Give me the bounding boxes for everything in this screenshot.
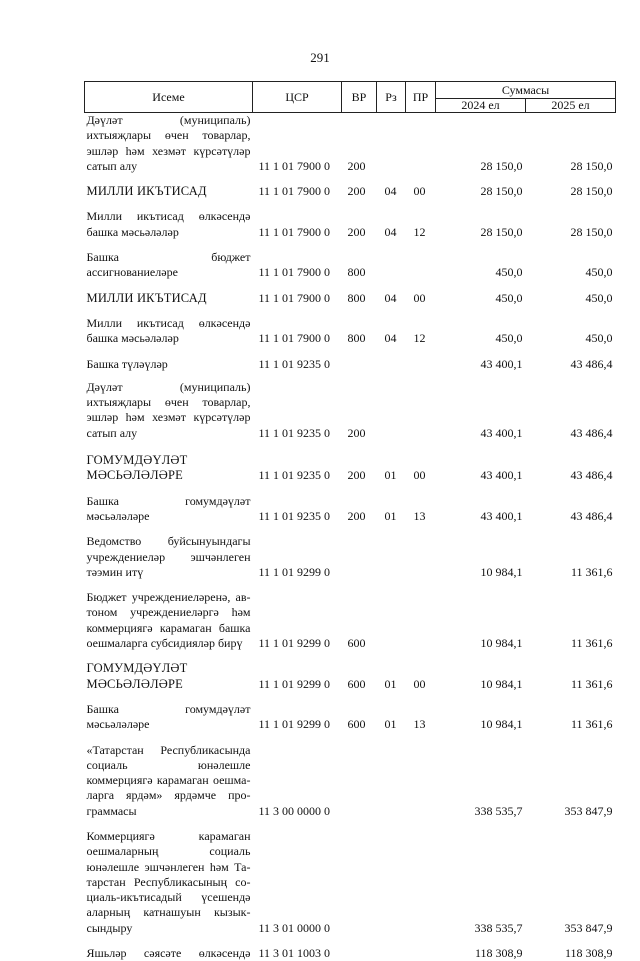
table-row: [85, 357, 616, 372]
row-name-line: тәэмин итү: [87, 565, 251, 580]
row-name-line: коммерциягә карамаган оешма-: [87, 773, 251, 788]
col-header-2024: 2024 ел: [436, 99, 526, 113]
row-name-line: Яшьләр сәясәте өлкәсендә: [87, 946, 251, 961]
row-spacer: [85, 174, 616, 184]
row-vr: 600: [342, 702, 377, 733]
row-name-line: ихтыяҗлары өчен товарлар,: [87, 128, 251, 143]
row-pr: 13: [406, 494, 436, 525]
row-spacer: [85, 651, 616, 661]
table-row: [85, 534, 616, 580]
table-row: [85, 113, 616, 175]
row-spacer: [85, 692, 616, 702]
row-rz: 01: [377, 661, 406, 692]
row-name-line: Коммерциягә карамаган: [87, 829, 251, 844]
row-pr: [406, 829, 436, 936]
col-header-csr: ЦСР: [253, 82, 342, 113]
row-name-line: тарстан Республикасының со-: [87, 875, 251, 890]
row-name-line: коммерциягә карамаган башка: [87, 621, 251, 636]
row-csr: 11 3 00 0000 0: [253, 743, 342, 819]
row-name-line: мәсьәләләре: [87, 717, 251, 732]
row-amount-2024: 10 984,1: [436, 534, 526, 580]
row-rz: 04: [377, 184, 406, 199]
row-csr: 11 3 01 0000 0: [253, 829, 342, 936]
row-name-line: сатып алу: [87, 159, 251, 174]
table-row: [85, 453, 616, 484]
row-vr: 800: [342, 291, 377, 306]
row-name-line: Бюджет учреждениеләренә, ав-: [87, 590, 251, 605]
table-row: [85, 702, 616, 733]
row-amount-2024: 43 400,1: [436, 494, 526, 525]
row-amount-2025: 43 486,4: [526, 380, 616, 441]
row-name-line: социаль юнәлешле: [87, 758, 251, 773]
row-name-line: «Татарстан Республикасында: [87, 743, 251, 758]
row-name-line: сындыру: [87, 921, 251, 936]
row-name-line: аларның катнашуын кызык-: [87, 905, 251, 920]
col-header-vr: ВР: [342, 82, 377, 113]
col-header-sums: Суммасы: [436, 82, 616, 99]
row-amount-2024: 28 150,0: [436, 113, 526, 175]
row-rz: 01: [377, 702, 406, 733]
row-amount-2024: 28 150,0: [436, 209, 526, 240]
row-spacer-cell: [85, 733, 616, 743]
row-name-line: МӘСЬӘЛӘЛӘРЕ: [87, 677, 251, 692]
row-amount-2024: 28 150,0: [436, 184, 526, 199]
row-csr: 11 1 01 9299 0: [253, 702, 342, 733]
row-pr: 12: [406, 316, 436, 347]
row-name-line: МӘСЬӘЛӘЛӘРЕ: [87, 468, 251, 483]
row-csr: 11 1 01 7900 0: [253, 113, 342, 175]
row-rz: [377, 590, 406, 651]
row-rz: [377, 380, 406, 441]
row-csr: 11 1 01 7900 0: [253, 316, 342, 347]
row-name: [85, 291, 253, 306]
row-amount-2024: 43 400,1: [436, 380, 526, 441]
row-rz: [377, 829, 406, 936]
row-vr: 200: [342, 184, 377, 199]
row-amount-2024: 43 400,1: [436, 453, 526, 484]
row-name-line: эшләр һәм хезмәт күрсәтүләр: [87, 144, 251, 159]
row-rz: 04: [377, 291, 406, 306]
row-name: [85, 316, 253, 347]
row-amount-2025: 43 486,4: [526, 357, 616, 372]
row-csr: 11 1 01 9235 0: [253, 357, 342, 372]
row-name-line: башка мәсьәләләр: [87, 331, 251, 346]
row-name-line: ГОМУМДӘҮЛӘТ: [87, 453, 251, 468]
col-header-2025: 2025 ел: [526, 99, 616, 113]
row-csr: 11 1 01 9235 0: [253, 453, 342, 484]
row-csr: 11 1 01 9299 0: [253, 590, 342, 651]
row-spacer-cell: [85, 936, 616, 946]
row-csr: 11 1 01 7900 0: [253, 250, 342, 281]
row-csr: 11 1 01 9235 0: [253, 494, 342, 525]
page-number: 291: [0, 50, 640, 66]
row-name: [85, 829, 253, 936]
row-spacer-cell: [85, 524, 616, 534]
row-vr: [342, 829, 377, 936]
row-rz: 01: [377, 494, 406, 525]
row-vr: 200: [342, 209, 377, 240]
row-rz: [377, 250, 406, 281]
table-row: [85, 380, 616, 441]
row-amount-2025: 450,0: [526, 291, 616, 306]
row-name-line: оешмаларга субсидияләр бирү: [87, 636, 251, 651]
row-spacer: [85, 306, 616, 316]
row-pr: [406, 590, 436, 651]
row-pr: 00: [406, 661, 436, 692]
row-name-line: ассигнованиеләре: [87, 265, 251, 280]
row-vr: 200: [342, 494, 377, 525]
row-name: [85, 357, 253, 372]
row-csr: 11 1 01 9299 0: [253, 661, 342, 692]
row-spacer: [85, 580, 616, 590]
row-csr: 11 1 01 7900 0: [253, 184, 342, 199]
row-spacer: [85, 441, 616, 453]
row-spacer-cell: [85, 199, 616, 209]
row-name-line: мәсьәләләре: [87, 509, 251, 524]
row-name: [85, 184, 253, 199]
row-amount-2025: 450,0: [526, 250, 616, 281]
row-rz: [377, 743, 406, 819]
row-amount-2025: 11 361,6: [526, 590, 616, 651]
row-spacer: [85, 484, 616, 494]
row-name-line: эшләр һәм хезмәт күрсәтүләр: [87, 410, 251, 425]
row-amount-2025: 353 847,9: [526, 743, 616, 819]
row-vr: 600: [342, 661, 377, 692]
row-name: [85, 743, 253, 819]
row-amount-2024: 43 400,1: [436, 357, 526, 372]
table-row: [85, 946, 616, 961]
row-name: [85, 209, 253, 240]
table-body: [85, 113, 616, 961]
row-csr: 11 3 01 1003 0: [253, 946, 342, 961]
row-rz: [377, 534, 406, 580]
row-amount-2025: 28 150,0: [526, 113, 616, 175]
row-spacer-cell: [85, 174, 616, 184]
row-vr: 800: [342, 316, 377, 347]
row-csr: 11 1 01 7900 0: [253, 209, 342, 240]
col-header-name: Исеме: [85, 82, 253, 113]
row-name-line: тоном учреждениеләргә һәм: [87, 605, 251, 620]
row-spacer-cell: [85, 240, 616, 250]
row-pr: [406, 946, 436, 961]
row-amount-2024: 450,0: [436, 250, 526, 281]
row-name: [85, 113, 253, 175]
row-name-line: Милли икътисад өлкәсендә: [87, 209, 251, 224]
row-spacer: [85, 819, 616, 829]
row-spacer: [85, 936, 616, 946]
row-name-line: Дәүләт (муниципаль): [87, 380, 251, 395]
row-name: [85, 534, 253, 580]
row-spacer-cell: [85, 347, 616, 357]
row-name: [85, 946, 253, 961]
table-row: [85, 590, 616, 651]
row-name-line: МИЛЛИ ИКЪТИСАД: [87, 184, 251, 199]
budget-table: [84, 81, 616, 961]
row-name-line: сатып алу: [87, 426, 251, 441]
row-spacer-cell: [85, 692, 616, 702]
row-amount-2025: 11 361,6: [526, 702, 616, 733]
row-csr: 11 1 01 9299 0: [253, 534, 342, 580]
row-spacer-cell: [85, 372, 616, 380]
table-row: [85, 661, 616, 692]
table-row: [85, 184, 616, 199]
row-name-line: МИЛЛИ ИКЪТИСАД: [87, 291, 251, 306]
row-amount-2024: 338 535,7: [436, 743, 526, 819]
row-vr: [342, 534, 377, 580]
row-name-line: оешмаларның социаль: [87, 844, 251, 859]
row-spacer-cell: [85, 819, 616, 829]
row-amount-2024: 450,0: [436, 316, 526, 347]
row-pr: [406, 250, 436, 281]
row-name-line: ГОМУМДӘҮЛӘТ: [87, 661, 251, 676]
table-row: [85, 291, 616, 306]
row-name-line: Башка бюджет: [87, 250, 251, 265]
row-amount-2024: 10 984,1: [436, 702, 526, 733]
row-amount-2024: 338 535,7: [436, 829, 526, 936]
row-vr: [342, 357, 377, 372]
col-header-rz: Рз: [377, 82, 406, 113]
row-name-line: Дәүләт (муниципаль): [87, 113, 251, 128]
row-rz: [377, 946, 406, 961]
row-name-line: Башка гомумдәүләт: [87, 494, 251, 509]
row-name: [85, 453, 253, 484]
row-pr: [406, 113, 436, 175]
row-rz: 04: [377, 209, 406, 240]
row-amount-2025: 11 361,6: [526, 661, 616, 692]
row-vr: 800: [342, 250, 377, 281]
row-spacer: [85, 281, 616, 291]
table-row: [85, 250, 616, 281]
table-row: [85, 829, 616, 936]
row-spacer-cell: [85, 441, 616, 453]
row-name-line: Милли икътисад өлкәсендә: [87, 316, 251, 331]
row-name-line: учреждениеләр эшчәнлеген: [87, 550, 251, 565]
row-rz: 01: [377, 453, 406, 484]
table-row: [85, 494, 616, 525]
row-name: [85, 494, 253, 525]
row-name-line: башка мәсьәләләр: [87, 225, 251, 240]
row-name-line: ихтыяҗлары өчен товарлар,: [87, 395, 251, 410]
row-spacer: [85, 347, 616, 357]
row-pr: 12: [406, 209, 436, 240]
row-amount-2025: 11 361,6: [526, 534, 616, 580]
row-csr: 11 1 01 9235 0: [253, 380, 342, 441]
row-vr: 200: [342, 113, 377, 175]
row-name: [85, 250, 253, 281]
row-name-line: ларга ярдәм» ярдәмче про-: [87, 788, 251, 803]
row-name-line: Башка гомумдәүләт: [87, 702, 251, 717]
row-name-line: граммасы: [87, 804, 251, 819]
row-pr: [406, 357, 436, 372]
row-spacer: [85, 372, 616, 380]
row-vr: 200: [342, 453, 377, 484]
row-rz: [377, 357, 406, 372]
row-name: [85, 380, 253, 441]
row-csr: 11 1 01 7900 0: [253, 291, 342, 306]
row-amount-2025: 43 486,4: [526, 494, 616, 525]
row-spacer: [85, 199, 616, 209]
row-amount-2025: 43 486,4: [526, 453, 616, 484]
row-name: [85, 590, 253, 651]
row-amount-2025: 28 150,0: [526, 209, 616, 240]
row-pr: 13: [406, 702, 436, 733]
row-name: [85, 661, 253, 692]
row-amount-2025: 450,0: [526, 316, 616, 347]
row-amount-2025: 28 150,0: [526, 184, 616, 199]
row-pr: [406, 380, 436, 441]
row-rz: 04: [377, 316, 406, 347]
row-rz: [377, 113, 406, 175]
row-pr: 00: [406, 291, 436, 306]
row-amount-2024: 10 984,1: [436, 661, 526, 692]
row-spacer: [85, 524, 616, 534]
row-pr: 00: [406, 453, 436, 484]
row-vr: [342, 743, 377, 819]
row-vr: 600: [342, 590, 377, 651]
table-row: [85, 316, 616, 347]
row-vr: 200: [342, 380, 377, 441]
row-amount-2024: 450,0: [436, 291, 526, 306]
row-spacer-cell: [85, 651, 616, 661]
row-vr: [342, 946, 377, 961]
row-name-line: Башка түләүләр: [87, 357, 251, 372]
row-name-line: юнәлешле эшчәнлеген һәм Та-: [87, 860, 251, 875]
row-pr: [406, 534, 436, 580]
row-pr: 00: [406, 184, 436, 199]
row-name-line: циаль-икътисадый үсешендә: [87, 890, 251, 905]
row-amount-2024: 118 308,9: [436, 946, 526, 961]
col-header-pr: ПР: [406, 82, 436, 113]
row-spacer-cell: [85, 580, 616, 590]
row-amount-2025: 353 847,9: [526, 829, 616, 936]
row-amount-2025: 118 308,9: [526, 946, 616, 961]
table-row: [85, 743, 616, 819]
row-spacer-cell: [85, 281, 616, 291]
table-row: [85, 209, 616, 240]
row-name-line: Ведомство буйсынуындагы: [87, 534, 251, 549]
row-spacer-cell: [85, 484, 616, 494]
row-pr: [406, 743, 436, 819]
row-amount-2024: 10 984,1: [436, 590, 526, 651]
row-spacer: [85, 240, 616, 250]
row-name: [85, 702, 253, 733]
row-spacer: [85, 733, 616, 743]
row-spacer-cell: [85, 306, 616, 316]
